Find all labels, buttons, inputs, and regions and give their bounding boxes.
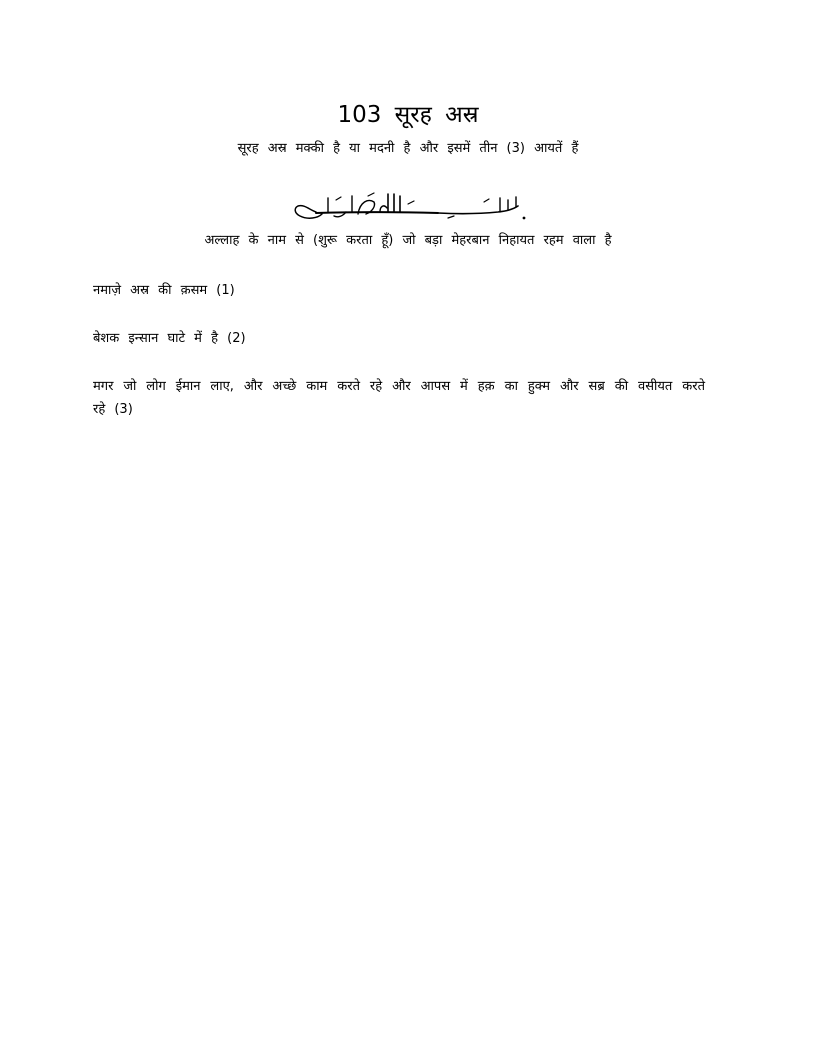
verse-1: नमाज़े अस्र की क़सम (1)	[93, 283, 235, 298]
surah-subtitle: सूरह अस्र मक्की है या मदनी है और इसमें तीन (3) आयतें हैं	[237, 141, 579, 156]
surah-title: 103 सूरह अस्र	[337, 102, 479, 128]
bismillah-calligraphy-image	[288, 188, 528, 224]
bismillah-calligraphy-icon	[288, 188, 528, 224]
verse-3: मगर जो लोग ईमान लाए, और अच्छे काम करते रहे और आपस में हक़ का हुक्म और सब्र की वसीयत करते रहे (3)	[93, 379, 705, 417]
verse-2: बेशक इन्सान घाटे में है (2)	[93, 331, 246, 346]
bismillah-translation: अल्लाह के नाम से (शुरू करता हूँ) जो बड़ा मेहरबान निहायत रहम वाला है	[204, 233, 612, 248]
